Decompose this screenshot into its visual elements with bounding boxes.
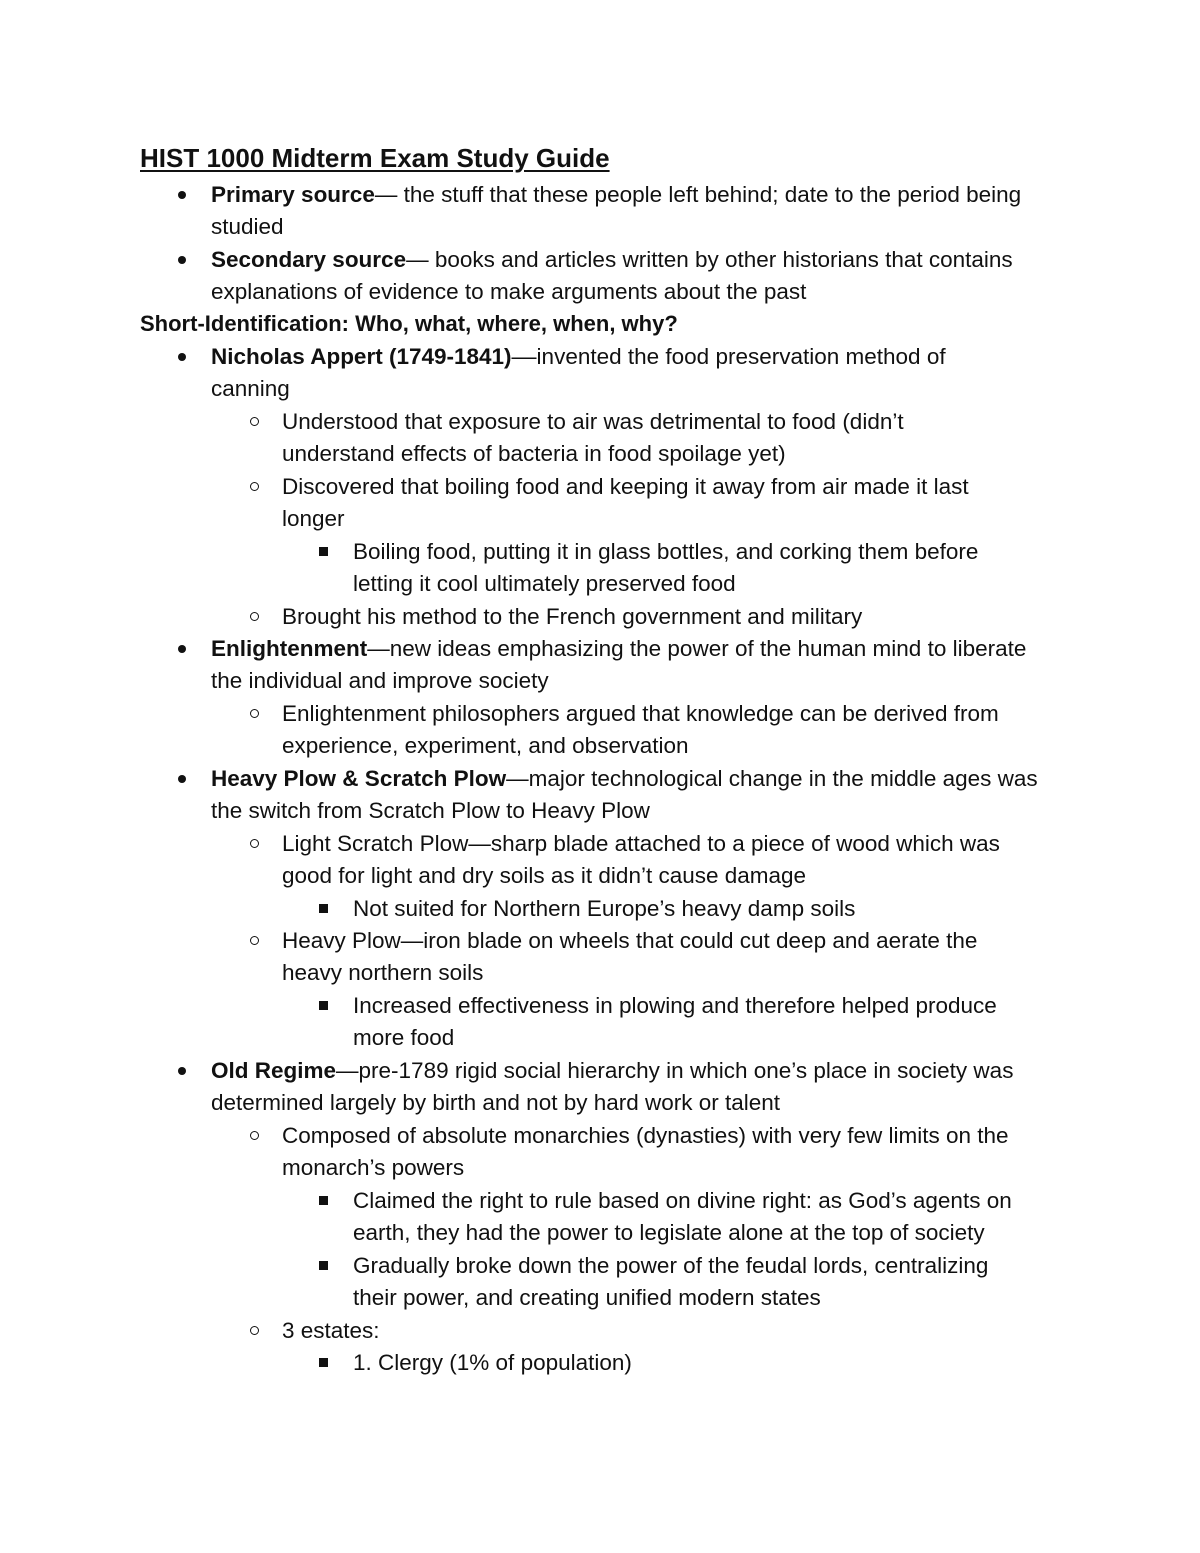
appert-sub-1: Understood that exposure to air was detrimental to food (didn’t: [282, 409, 904, 434]
appert-sub-1-cont: understand effects of bacteria in food spoilage yet): [282, 441, 786, 466]
bullet-square-icon: [319, 1358, 328, 1367]
old-regime-text: —pre-1789 rigid social hierarchy in which one’s place in society was: [336, 1058, 1014, 1083]
appert-text-cont: canning: [211, 376, 290, 401]
primary-source-text: — the stuff that these people left behind; date to the period being: [374, 182, 1022, 207]
primary-source-term: Primary source: [211, 182, 375, 207]
enlightenment-item: [211, 633, 1026, 665]
plow-text-cont: the switch from Scratch Plow to Heavy Plow: [211, 798, 650, 823]
bullet-circle-icon: [250, 482, 259, 491]
bullet-disc-icon: [178, 775, 186, 783]
appert-item: [211, 341, 946, 373]
appert-sub-2: Discovered that boiling food and keeping it away from air made it last: [282, 474, 969, 499]
enlightenment-sub-1: Enlightenment philosophers argued that knowledge can be derived from: [282, 701, 999, 726]
bullet-disc-icon: [178, 256, 186, 264]
feudal-lords-item-cont: their power, and creating unified modern states: [353, 1285, 821, 1310]
feudal-lords-item: Gradually broke down the power of the feudal lords, centralizing: [353, 1253, 989, 1278]
estates-item: 3 estates:: [282, 1318, 380, 1343]
bullet-circle-icon: [250, 936, 259, 945]
appert-term: Nicholas Appert (1749-1841): [211, 344, 512, 369]
bullet-circle-icon: [250, 612, 259, 621]
enlightenment-sub-1-cont: experience, experiment, and observation: [282, 733, 689, 758]
document-title: HIST 1000 Midterm Exam Study Guide: [140, 143, 610, 173]
scratch-plow-item: Light Scratch Plow—sharp blade attached to a piece of wood which was: [282, 831, 1000, 856]
old-regime-term: Old Regime: [211, 1058, 337, 1083]
bullet-circle-icon: [250, 709, 259, 718]
bullet-square-icon: [319, 1261, 328, 1270]
enlightenment-text-cont: the individual and improve society: [211, 668, 549, 693]
appert-sub-2-cont: longer: [282, 506, 345, 531]
scratch-plow-sub: Not suited for Northern Europe’s heavy damp soils: [353, 896, 856, 921]
bullet-circle-icon: [250, 1326, 259, 1335]
bullet-square-icon: [319, 904, 328, 913]
divine-right-item-cont: earth, they had the power to legislate alone at the top of society: [353, 1220, 985, 1245]
bullet-circle-icon: [250, 839, 259, 848]
primary-source-text-cont: studied: [211, 214, 284, 239]
divine-right-item: Claimed the right to rule based on divine right: as God’s agents on: [353, 1188, 1012, 1213]
clergy-item: 1. Clergy (1% of population): [353, 1350, 632, 1375]
bullet-disc-icon: [178, 191, 186, 199]
plow-text: —major technological change in the middle ages was: [506, 766, 1038, 791]
bullet-square-icon: [319, 547, 328, 556]
enlightenment-term: Enlightenment: [211, 636, 368, 661]
scratch-plow-item-cont: good for light and dry soils as it didn’t cause damage: [282, 863, 807, 888]
appert-sub-3: Brought his method to the French government and military: [282, 604, 863, 629]
secondary-source-text-cont: explanations of evidence to make arguments about the past: [211, 279, 807, 304]
bullet-disc-icon: [178, 1067, 186, 1075]
secondary-source-term: Secondary source: [211, 247, 407, 272]
appert-subsub-1: Boiling food, putting it in glass bottles, and corking them before: [353, 539, 979, 564]
bullet-square-icon: [319, 1196, 328, 1205]
bullet-disc-icon: [178, 353, 186, 361]
bullet-disc-icon: [178, 645, 186, 653]
heavy-plow-item: Heavy Plow—iron blade on wheels that could cut deep and aerate the: [282, 928, 978, 953]
heavy-plow-sub-cont: more food: [353, 1025, 455, 1050]
bullet-square-icon: [319, 1001, 328, 1010]
old-regime-item: [211, 1055, 1013, 1087]
bullet-circle-icon: [250, 417, 259, 426]
primary-source-item: [211, 179, 1021, 211]
secondary-source-text: — books and articles written by other historians that contains: [406, 247, 1013, 272]
plow-item: [211, 763, 1038, 795]
heavy-plow-item-cont: heavy northern soils: [282, 960, 484, 985]
section-heading: Short-Identification: Who, what, where, when, why?: [140, 311, 678, 336]
plow-term: Heavy Plow & Scratch Plow: [211, 766, 507, 791]
enlightenment-text: —new ideas emphasizing the power of the human mind to liberate: [367, 636, 1027, 661]
monarchy-item-cont: monarch’s powers: [282, 1155, 465, 1180]
bullet-circle-icon: [250, 1131, 259, 1140]
old-regime-text-cont: determined largely by birth and not by hard work or talent: [211, 1090, 781, 1115]
secondary-source-item: [211, 244, 1013, 276]
appert-text: ––invented the food preservation method of: [511, 344, 946, 369]
monarchy-item: Composed of absolute monarchies (dynasties) with very few limits on the: [282, 1123, 1009, 1148]
appert-subsub-1-cont: letting it cool ultimately preserved food: [353, 571, 736, 596]
heavy-plow-sub: Increased effectiveness in plowing and therefore helped produce: [353, 993, 997, 1018]
